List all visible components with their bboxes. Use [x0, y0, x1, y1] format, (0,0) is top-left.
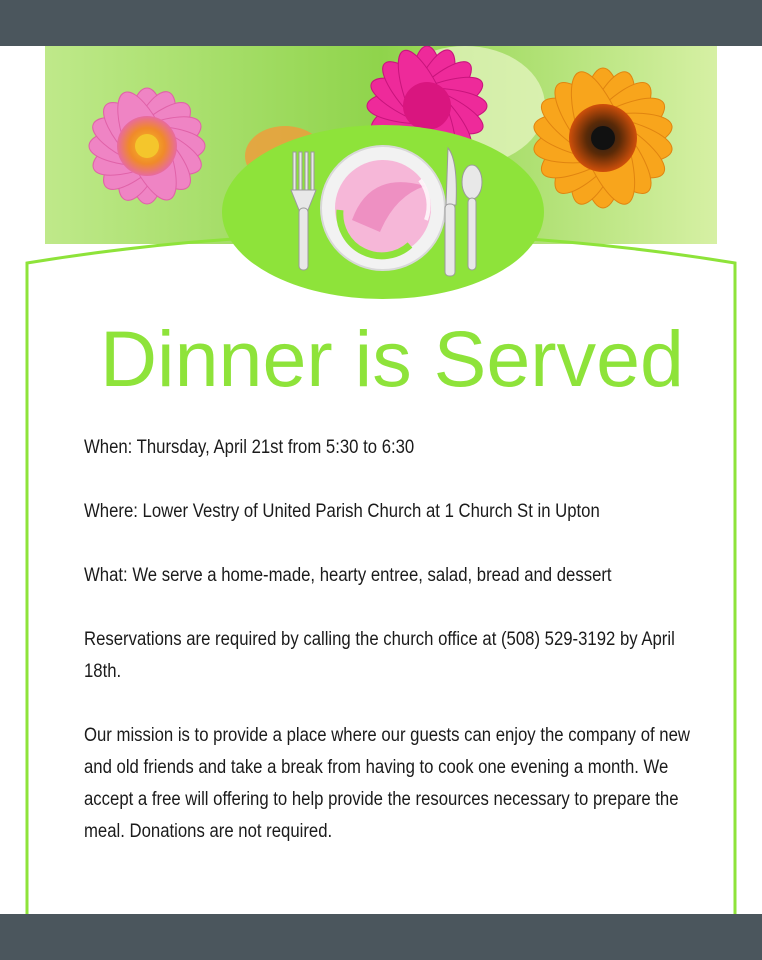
mission-paragraph: Our mission is to provide a place where our guests can enjoy the company of new and old friends and take a break from having to cook one evening a month. We accept a free will offering to help provide the resources necessary to prepare the meal. Donations are not required. — [84, 725, 690, 842]
when-line: When: Thursday, April 21st from 5:30 to 6:30 — [84, 437, 415, 458]
where-line: Where: Lower Vestry of United Parish Church at 1 Church St in Upton — [84, 501, 600, 522]
what-line: What: We serve a home-made, hearty entree, salad, bread and dessert — [84, 565, 612, 586]
top-bar — [0, 0, 762, 46]
flower-banner-art — [45, 46, 717, 244]
flower-banner — [45, 46, 717, 244]
flyer-details — [84, 432, 694, 880]
reservations-paragraph: Reservations are required by calling the church office at (508) 529-3192 by April 18th. — [84, 629, 675, 682]
flyer-title: Dinner is Served — [100, 314, 684, 403]
bottom-bar — [0, 914, 762, 960]
